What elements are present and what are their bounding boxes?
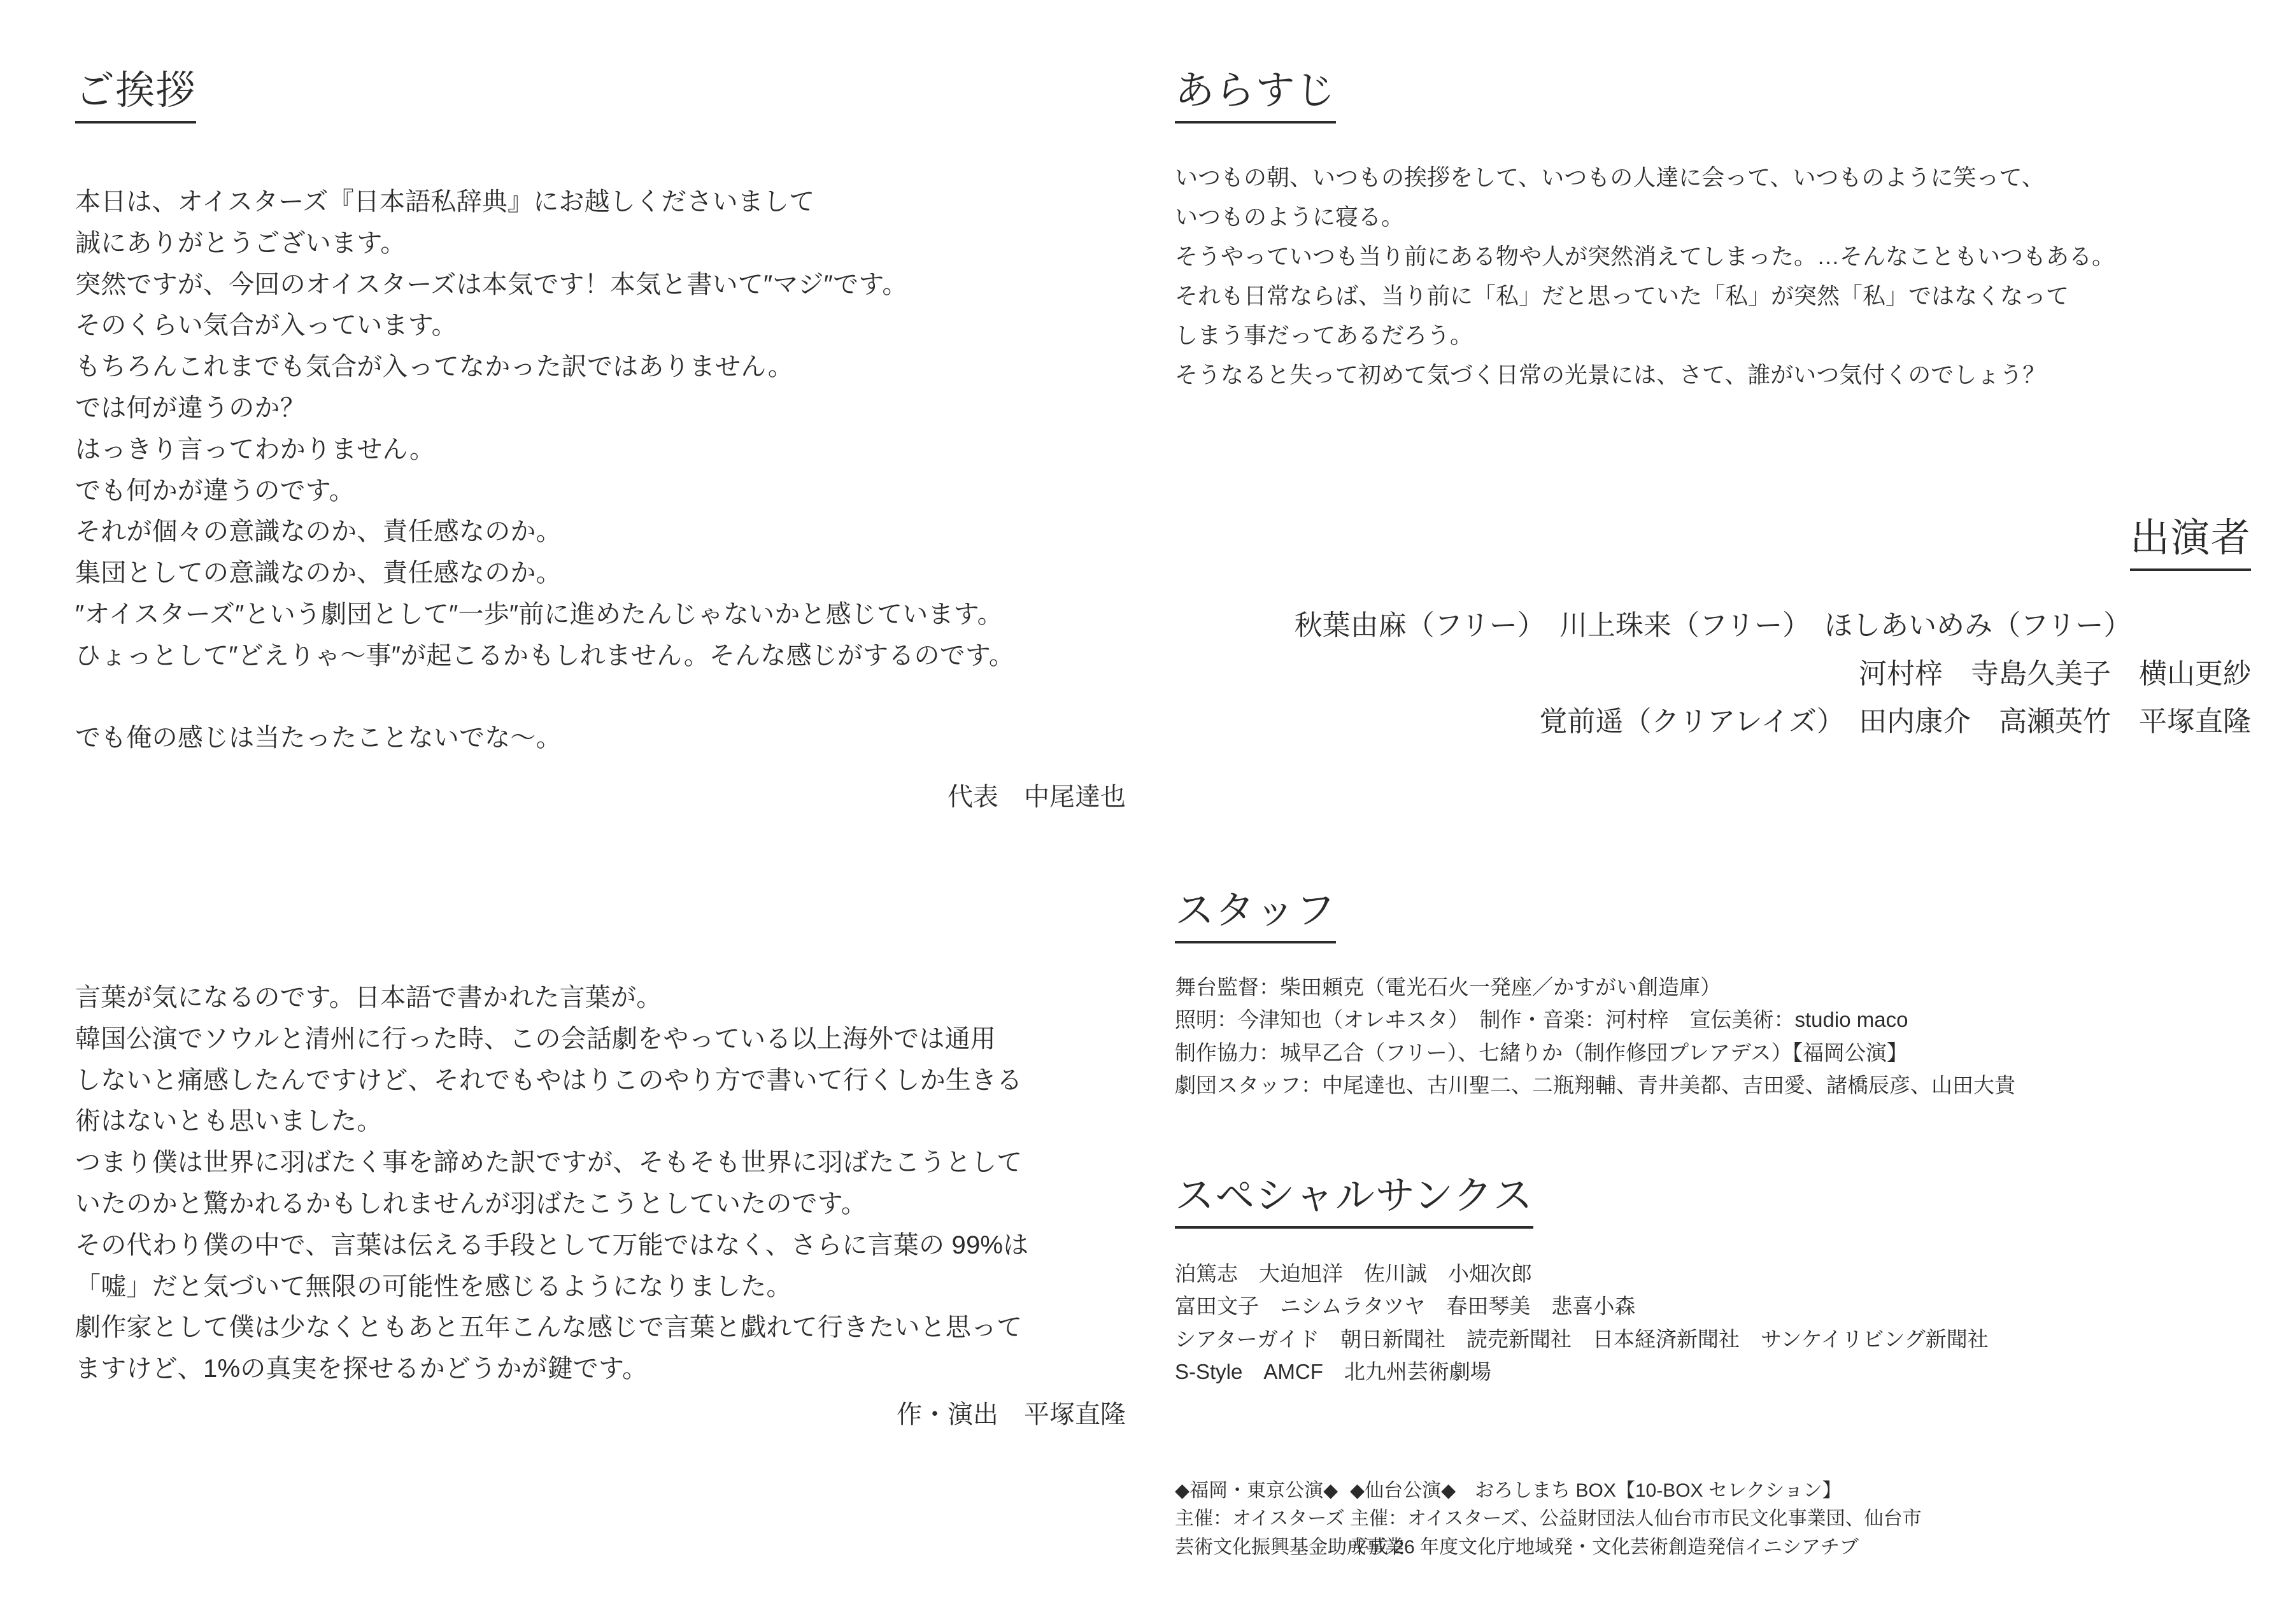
note-line: 言葉が気になるのです。日本語で書かれた言葉が。 (75, 984, 662, 1012)
cast-row: 覚前遥（クリアレイズ） 田内康介 高瀬英竹 平塚直隆 (1539, 706, 2251, 738)
greeting-line: 突然ですが、今回のオイスターズは本気です！本気と書いて″マジ″です。 (75, 270, 908, 299)
greeting-line: 集団としての意識なのか、責任感なのか。 (75, 559, 562, 588)
staff-line: 舞台監督：柴田頼克（電光石火一発座／かすがい創造庫） (1175, 975, 1721, 999)
greeting-line: もちろんこれまでも気合が入ってなかった訳ではありません。 (75, 353, 793, 381)
greeting-section-heading-wrap (75, 71, 196, 124)
greeting-line: 誠にありがとうございます。 (75, 229, 406, 257)
synopsis-section-heading-wrap (1175, 71, 1336, 124)
special-thanks-line: S-Style AMCF 北九州芸術劇場 (1175, 1360, 1491, 1384)
special-thanks-line: 泊篤志 大迫旭洋 佐川誠 小畑次郎 (1175, 1262, 1532, 1285)
staff-body (1175, 971, 2257, 1102)
cast-section-heading-wrap (1175, 516, 2251, 571)
footer-credits (1175, 1477, 2257, 1562)
director-note-signature-wrap (75, 1394, 1126, 1436)
sendai-support: 平成 26 年度文化庁地域発・文化芸術創造発信イニシアチブ (1350, 1536, 1859, 1558)
note-line: 劇作家として僕は少なくともあと五年こんな感じで言葉と戯れて行きたいと思って (75, 1313, 1023, 1342)
cast-heading: 出演者 (2130, 519, 2251, 571)
greeting-blank-line (75, 677, 1132, 717)
staff-section-heading-wrap (1175, 891, 1336, 943)
note-line: いたのかと驚かれるかもしれませんが羽ばたこうとしていたのです。 (75, 1189, 867, 1218)
note-line: 韓国公演でソウルと清州に行った時、この会話劇をやっている以上海外では通用 (75, 1024, 996, 1053)
fukuoka-tokyo-credit-block (1175, 1477, 1404, 1562)
synopsis-heading: あらすじ (1175, 71, 1336, 124)
synopsis-body (1175, 158, 2251, 394)
note-line: 術はないとも思いました。 (75, 1107, 383, 1136)
staff-heading: スタッフ (1175, 891, 1336, 943)
special-thanks-heading: スペシャルサンクス (1175, 1176, 1533, 1229)
staff-line: 制作協力：城早乙合（フリー）、七緒りか（制作修団プレアデス）【福岡公演】 (1175, 1040, 1908, 1064)
special-thanks-section-heading-wrap (1175, 1176, 1533, 1229)
greeting-line: ″オイスターズ″という劇団として″一歩″前に進めたんじゃないかと感じています。 (75, 600, 1003, 628)
sendai-credit-block (1350, 1477, 2257, 1562)
staff-line: 劇団スタッフ：中尾達也、古川聖二、二瓶翔輔、青井美都、吉田愛、諸橋辰彦、山田大貴 (1175, 1073, 2015, 1098)
fukuoka-tokyo-organizer: 主催：オイスターズ (1175, 1508, 1345, 1530)
cast-row: 河村梓 寺島久美子 横山更紗 (1859, 658, 2251, 689)
greeting-line: はっきり言ってわかりません。 (75, 435, 436, 463)
fukuoka-tokyo-title: ◆福岡・東京公演◆ (1175, 1480, 1338, 1501)
greeting-body (75, 181, 1132, 758)
synopsis-line: しまう事だってあるだろう。 (1175, 321, 1473, 348)
synopsis-line: いつものように寝る。 (1175, 203, 1405, 230)
synopsis-line: それも日常ならば、当り前に「私」だと思っていた「私」が突然「私」ではなくなって (1175, 282, 2070, 309)
greeting-signature: 代表 中尾達也 (948, 783, 1126, 811)
greeting-line: では何が違うのか？ (75, 393, 306, 422)
greeting-line: それが個々の意識なのか、責任感なのか。 (75, 518, 562, 546)
special-thanks-line: 富田文子 ニシムラタツヤ 春田琴美 悲喜小森 (1175, 1294, 1636, 1318)
special-thanks-body (1175, 1257, 2257, 1388)
greeting-line: そのくらい気合が入っています。 (75, 311, 457, 340)
synopsis-line: そうなると失って初めて気づく日常の光景には、さて、誰がいつ気付くのでしょう？ (1175, 361, 2046, 388)
greeting-line: ひょっとして″どえりゃ～事″が起こるかもしれません。そんな感じがするのです。 (75, 641, 1015, 670)
note-line: その代わり僕の中で、言葉は伝える手段として万能ではなく、さらに言葉の 99%は (75, 1231, 1029, 1259)
note-line: つまり僕は世界に羽ばたく事を諦めた訳ですが、そもそも世界に羽ばたこうとして (75, 1148, 1023, 1177)
sendai-title: ◆仙台公演◆ おろしまち BOX【10-BOX セレクション】 (1350, 1480, 1842, 1501)
special-thanks-line: シアターガイド 朝日新聞社 読売新聞社 日本経済新聞社 サンケイリビング新聞社 (1175, 1327, 1989, 1351)
greeting-line: 本日は、オイスターズ『日本語私辞典』にお越しくださいまして (75, 188, 815, 216)
greeting-heading: ご挨拶 (75, 71, 196, 124)
greeting-signature-wrap (75, 777, 1126, 818)
staff-line: 照明：今津知也（オレヰスタ） 制作・音楽：河村梓 宣伝美術：studio maco (1175, 1008, 1908, 1032)
director-note-signature: 作・演出 平塚直隆 (897, 1401, 1126, 1429)
note-line: しないと痛感したんですけど、それでもやはりこのやり方で書いて行くしか生きる (75, 1066, 1023, 1094)
greeting-line: でも何かが違うのです。 (75, 476, 355, 505)
synopsis-line: そうやっていつも当り前にある物や人が突然消えてしまった。…そんなこともいつもある。 (1175, 243, 2115, 269)
note-line: ますけど、1%の真実を探せるかどうかが鍵です。 (75, 1355, 648, 1383)
synopsis-line: いつもの朝、いつもの挨拶をして、いつもの人達に会って、いつものように笑って、 (1175, 164, 2045, 190)
fukuoka-tokyo-support: 芸術文化振興基金助成事業 (1175, 1536, 1404, 1558)
cast-body (1175, 602, 2251, 746)
director-note-body (75, 977, 1132, 1390)
greeting-line: でも俺の感じは当たったことないでな～。 (75, 723, 562, 752)
sendai-organizer: 主催：オイスターズ、公益財団法人仙台市市民文化事業団、仙台市 (1350, 1508, 1922, 1530)
cast-row: 秋葉由麻（フリー） 川上珠来（フリー） ほしあいめみ（フリー） (1294, 610, 2132, 641)
note-line: 「嘘」だと気づいて無限の可能性を感じるようになりました。 (75, 1272, 792, 1301)
